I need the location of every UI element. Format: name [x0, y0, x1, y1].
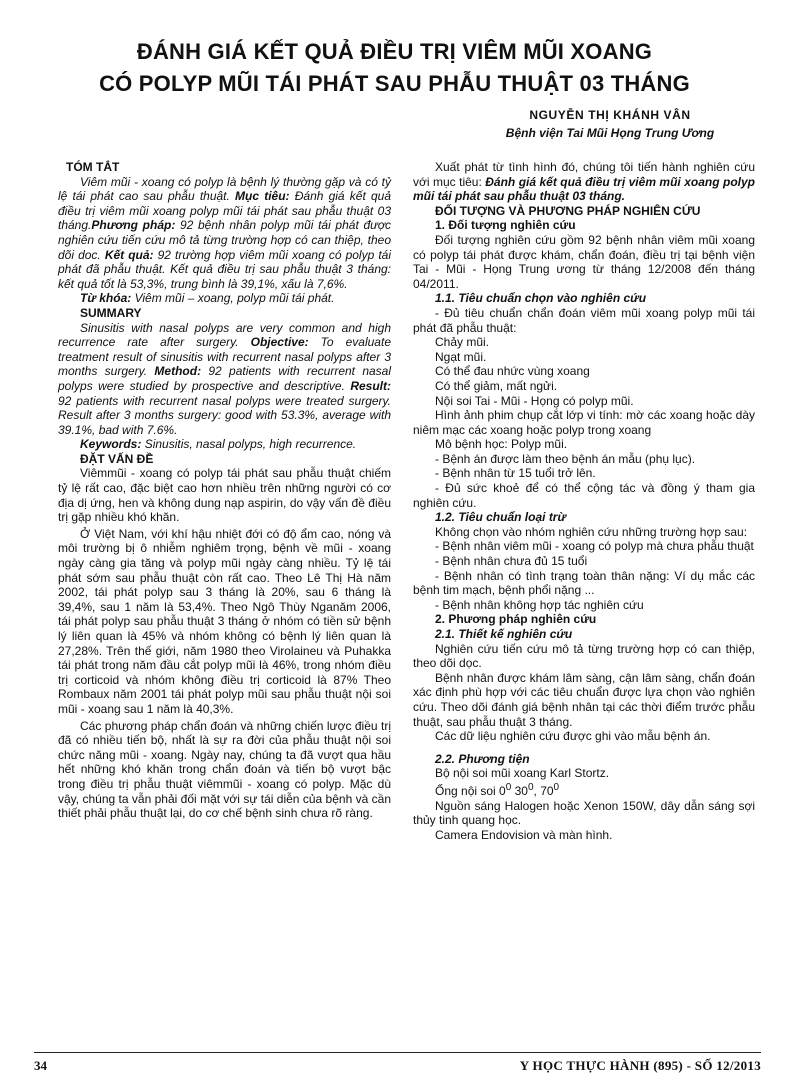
exclusion-intro: Không chọn vào nhóm nghiên cứu những trường hợp sau: — [435, 524, 748, 539]
abstract-en-text: 92 patients with recurrent nasal polyps were treated surgery. Result after 3 months surgery: good with 53.3%, average with 39.1%, bad with 7.6%. — [58, 393, 391, 437]
inclusion-item: Ngạt mũi. — [435, 349, 487, 364]
abstract-vi — [58, 175, 391, 292]
abstract-vi-label-result: Kết quả: — [104, 247, 154, 262]
abstract-vi-text: 92 bệnh nhân polyp mũi tái phát được nghiên cứu tiến cứu mô tả từng trường hợp có can thiệp, theo dõi doc. — [58, 218, 391, 262]
subsection-1-2-heading: 1.2. Tiêu chuẩn loại trừ — [435, 510, 567, 525]
intro-paragraph-1: Viêmmũi - xoang có polyp tái phát sau phẫu thuật chiếm tỷ lệ rất cao, đặc biệt cao hơn nhiều trên những người có cơ địa dị ứng, hen và không dung nạp aspirin, do vậy vấn đề điều trị gặp nhiều khó khăn. — [58, 466, 391, 525]
keywords-en-text: Sinusitis, nasal polyps, high recurrence. — [141, 437, 357, 452]
abstract-vi-heading: TÓM TẮT — [66, 160, 120, 174]
introduction-heading: ĐẶT VẤN ĐỀ — [80, 451, 154, 466]
equipment-text: 30 — [511, 783, 528, 798]
keywords-vi — [58, 291, 391, 306]
inclusion-ct: Hình ảnh phim chụp cắt lớp vi tính: mờ các xoang hoặc dày niêm mạc các xoang hoặc polyp trong xoang — [413, 408, 755, 437]
abstract-en-label-result: Result: — [350, 378, 391, 393]
abstract-en-text: To evaluate treatment result of sinusitis with recurrent nasal polyps after 3 months surgery. — [58, 335, 391, 379]
abstract-vi-label-method: Phương pháp: — [91, 218, 176, 233]
intro-paragraph-3: Các phương pháp chẩn đoán và những chiến lược điều trị đã có nhiều tiến bộ, nhất là sự ra đời của phẫu thuật nội soi chức năng mũi - xoang. Ngày nay, chúng ta đã vượt qua hầu hết những khó khăn trong chẩn đoán và tiến bộ vượt bậc trong điều trị phẫu thuật viêmmũi - xoang có polyp. Mặc dù vậy, chúng ta vẫn phải đối mặt với sự tái diễn của bệnh và cần thiết phải phẫu thuật lại, do cơ chế bệnh sinh chưa rõ ràng. — [58, 718, 391, 821]
inclusion-item: - Bệnh nhân từ 15 tuổi trở lên. — [435, 466, 596, 481]
title-line-2: CÓ POLYP MŨI TÁI PHÁT SAU PHẪU THUẬT 03 THÁNG — [99, 71, 690, 96]
abstract-vi-text: Viêm mũi - xoang có polyp là bệnh lý thường gặp và có tỷ lệ tái phát cao sau phẫu thuật. — [58, 174, 391, 204]
keywords-en-label: Keywords: — [80, 437, 142, 452]
left-column — [58, 160, 391, 821]
inclusion-item: - Đủ sức khoẻ để có thể cộng tác và đồng ý tham gia nghiên cứu. — [413, 481, 755, 510]
equipment-item: Bộ nội soi mũi xoang Karl Stortz. — [435, 766, 610, 781]
exam-paragraph: Bệnh nhân được khám lâm sàng, cận lâm sàng, chẩn đoán xác định phù hợp với các tiêu chuẩn được lựa chọn vào nghiên cứu. Theo dõi đánh giá bệnh nhân tại các thời điểm trước phẫu thuật, sau phẫu thuật 3 tháng. — [413, 670, 755, 729]
exclusion-item: - Bệnh nhân viêm mũi - xoang có polyp mà chưa phẫu thuật — [435, 539, 754, 554]
inclusion-item: Có thể đau nhức vùng xoang — [435, 364, 590, 379]
study-aim-paragraph — [413, 160, 755, 204]
journal-name: Y HỌC THỰC HÀNH (895) - SỐ 12/2013 — [519, 1058, 761, 1073]
abstract-en-label-objective: Objective: — [250, 335, 309, 350]
author-name: NGUYỄN THỊ KHÁNH VÂN — [529, 108, 691, 122]
inclusion-item: Mô bệnh học: Polyp mũi. — [435, 437, 568, 452]
subjects-paragraph: Đối tượng nghiên cứu gồm 92 bệnh nhân viêm mũi xoang có polyp tái phát được khám, chẩn đoán, điều trị tại bệnh viện Tai - Mũi - Họng Trung ương từ tháng 12/2008 đến tháng 04/2011. — [413, 232, 755, 291]
abstract-en-label-method: Method: — [154, 364, 202, 379]
equipment-item: Camera Endovision và màn hình. — [435, 827, 613, 842]
author-affiliation: Bệnh viện Tai Mũi Họng Trung Ương — [505, 126, 715, 140]
subsection-2-heading: 2. Phương pháp nghiên cứu — [435, 612, 597, 627]
subsection-2-2-heading: 2.2. Phương tiện — [435, 751, 530, 766]
inclusion-item: Chảy mũi. — [435, 335, 490, 350]
study-aim-text: Xuất phát từ tình hình đó, chúng tôi tiến hành nghiên cứu với mục tiêu: — [413, 160, 755, 189]
subsection-1-1-heading: 1.1. Tiêu chuẩn chọn vào nghiên cứu — [435, 291, 647, 306]
subsection-1-heading: 1. Đối tượng nghiên cứu — [435, 218, 576, 233]
inclusion-item: - Bệnh án được làm theo bệnh án mẫu (phụ lục). — [435, 451, 696, 466]
inclusion-intro: - Đủ tiêu chuẩn chẩn đoán viêm mũi xoang polyp mũi tái phát đã phẫu thuật: — [413, 305, 755, 335]
abstract-vi-label-aim: Mục tiêu: — [235, 189, 290, 204]
inclusion-item: Có thể giảm, mất ngửi. — [435, 378, 558, 393]
summary-heading: SUMMARY — [80, 305, 142, 320]
abstract-vi-text: Đánh giá kết quả điều trị viêm mũi xoang polyp mũi tái phát sau phẫu thuật 03 tháng. — [58, 189, 391, 233]
degree-sup: 0 — [553, 781, 560, 793]
equipment-item: Nguồn sáng Halogen hoặc Xenon 150W, dây dẫn sáng sợi thủy tinh quang học. — [413, 798, 755, 828]
study-aim-goal: Đánh giá kết quả điều trị viêm mũi xoang polyp mũi tái phát sau phẫu thuật 03 tháng. — [413, 174, 756, 204]
exclusion-item: - Bệnh nhân không hợp tác nghiên cứu — [435, 597, 644, 612]
abstract-en-text: 92 patients with recurrent nasal polyps were studied by prospective and descriptive. — [58, 364, 392, 393]
abstract-en — [58, 321, 391, 438]
keywords-en — [58, 437, 391, 452]
right-column — [413, 160, 755, 842]
data-paragraph: Các dữ liệu nghiên cứu được ghi vào mẫu bệnh án. — [435, 729, 711, 744]
equipment-text: Ống nội soi 0 — [435, 783, 506, 798]
design-paragraph: Nghiên cứu tiến cứu mô tả từng trường hợp có can thiệp, theo dõi dọc. — [413, 641, 755, 671]
author-block — [450, 106, 770, 142]
page-number: 34 — [34, 1058, 47, 1073]
intro-paragraph-2: Ở Việt Nam, với khí hậu nhiệt đới có độ ẩm cao, nóng và môi trường bị ô nhiễm nghiêm trọng, bệnh về mũi - xoang ngày càng gia tăng và polyp mũi ngày càng nhiều. Tỷ lệ tái phát sớm sau phẫu thuật còn rất cao. Theo Lê Thị Hà năm 2002, tái phát polyp sau 3 tháng là 20%, sau 6 tháng là 39,4%, sau 1 năm là 53,4%. Theo Ngô Thùy Nganăm 2006, tái phát polyp sau phẫu thuật 3 tháng ở nhóm có tiền sử bệnh lý liên quan là 45% và nhóm không có bệnh lý liên quan là 27,28%. Trên thế giới, năm 1980 theo Virolaineu và Puhakka tái phát trong năm đầu cắt polyp mũi là 46%, trong nhóm điều trị corticoid và nhóm không điều trị corticoid là 87% Theo Rombaux năm 2001 tái phát polyp mũi sau phẫu thuật nội soi mũi - xoang sau 1 năm là 40,3%. — [58, 526, 391, 716]
abstract-en-text: Sinusitis with nasal polyps are very common and high recurrence rate after surgery. — [58, 320, 391, 350]
article-title — [0, 36, 789, 100]
keywords-vi-label: Từ khóa: — [80, 291, 132, 306]
equipment-text: , 70 — [533, 783, 554, 798]
title-line-1: ĐÁNH GIÁ KẾT QUẢ ĐIỀU TRỊ VIÊM MŨI XOANG — [136, 39, 653, 64]
degree-sup: 0 — [527, 781, 534, 793]
subsection-2-1-heading: 2.1. Thiết kế nghiên cứu — [435, 627, 573, 641]
exclusion-item: - Bệnh nhân có tình trạng toàn thân nặng: Ví dụ mắc các bệnh tim mạch, bệnh phổi nặng ... — [413, 568, 755, 598]
equipment-item-scopes — [413, 781, 755, 799]
abstract-vi-text: 92 trường hợp viêm mũi xoang có polyp tái phát đã phẫu thuật. Kết quả điều trị sau phẫu thuật 3 tháng: kết quả tốt là 53,3%, trung bình là 39,1%, xấu là 7,6%. — [58, 247, 391, 291]
page-footer — [34, 1052, 761, 1079]
exclusion-item: - Bệnh nhân chưa đủ 15 tuổi — [435, 554, 588, 569]
methods-heading: ĐỐI TƯỢNG VÀ PHƯƠNG PHÁP NGHIÊN CỨU — [435, 203, 701, 218]
degree-sup: 0 — [505, 781, 512, 793]
keywords-vi-text: Viêm mũi – xoang, polyp mũi tái phát. — [131, 291, 335, 306]
inclusion-item: Nội soi Tai - Mũi - Họng có polyp mũi. — [435, 393, 634, 408]
